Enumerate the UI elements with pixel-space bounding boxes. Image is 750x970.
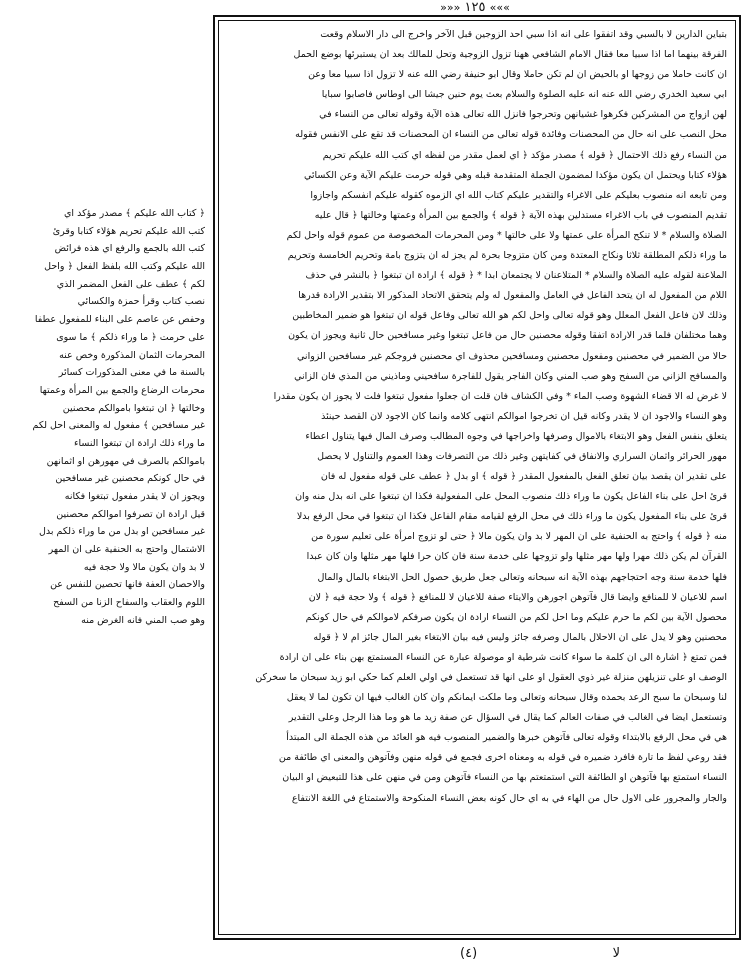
text-line: هي في محل الرفع بالابتداء وقوله تعالى فآتوهن خبرها والضمير المنصوب فيه هو العائد من هذه الجملة الى المبتدأ	[286, 732, 727, 744]
text-line: محصنين وهو لا يدل على ان الاحلال بالمال وصرفه جائز وليس فيه بيان الابتغاء بغير المال جائز ام لا ﴿ قوله	[313, 631, 727, 643]
margin-text-line: وحفص عن عاصم على البناء للمفعول عطفا	[34, 314, 205, 326]
text-line: النساء استمتع بها فآتوهن او الطائفة التي استمتعتم بها من النساء فآتوهن ومن في منهن على هذا للتبعيض او البيان	[282, 772, 727, 784]
text-line: اسم للاعيان لا للمنافع وايضا قال فآتوهن اجورهن والايتاء صفة للاعيان لا للمنافع ﴿ قوله ﴾ ولا حجة فيه ﴿ لان	[308, 591, 727, 603]
margin-text-line: نصب كتاب وقرأ حمزة والكسائي	[77, 296, 205, 308]
text-line: لا غرض له الا قضاء الشهوة وصب الماء * وفي الكشاف فان قلت ان جعلوا مفعول تبتغوا فلت لا يجوز ان يكون مقدرا	[273, 390, 727, 402]
text-line: والمسافح الزاني من السفح وهو صب المني وكان الفاجر يقول للفاجرة سافحيني وماذيني من المذي فان الزاني	[294, 370, 727, 382]
text-line: وذلك لان فاعل الفعل المعلل وهو قوله تعالى واحل لكم هو الله تعالى وفاعل قوله ان تبتغوا هو ضمير المخاطبين	[292, 310, 727, 322]
text-line: فقد روعي لفظ ما تارة فافرد ضميره في قوله به ومعناه اخرى فجمع في قوله منهن وفآتوهن والمعنى اي طائفة من	[278, 752, 727, 764]
margin-text-line: ﴿ كتاب الله عليكم ﴾ مصدر مؤكد اي	[63, 208, 205, 219]
text-line: اللام من المفعول له ان يتحد الفاعل في العامل والمفعول له ولم يتحقق الاتحاد المذكور الا بتقدير الارادة قدرها	[298, 290, 727, 302]
sheet-number: (٤)	[460, 946, 478, 961]
margin-text-line: ما وراء ذلك ارادة ان تبتغوا النساء	[74, 437, 205, 449]
text-line: فمن تمتع ﴿ اشارة الى ان كلمة ما سواء كانت شرطية او موصولة عبارة عن النساء المستمتع بهن بناء على ان ارادة	[279, 651, 727, 663]
signature-mark: لا	[612, 946, 620, 961]
text-line: بتباين الدارين لا بالسبي وقد اتفقوا على انه اذا سبي احد الزوجين قبل الآخر واخرج الى دار الاسلام وقعت	[320, 29, 727, 40]
text-line: ما وراء ذلكم المطلقة ثلاثا ونكاح المعتدة ومن كان متزوجا بحرة لم يجز له ان يتزوج بامة وتحريم الخامسة وتحريم	[287, 250, 727, 262]
text-line: والجار والمجرور على الاول حال من الهاء في به اي حال كونه بعض النساء المنكوحة والاستمتاع في اللغة الانتفاع	[291, 792, 727, 804]
text-line: محل النصب على انه حال من المحصنات وفائدة قوله تعالى من النساء ان المحصنات قد تقع على الانفس فقوله	[295, 129, 727, 141]
margin-text-line: المحرمات الثمان المذكورة وخص عنه	[59, 349, 205, 361]
text-line: من النساء رفع ذلك الاحتمال ﴿ قوله ﴾ مصدر مؤكد ﴿ اي لعمل مقدر من لفظه اي كتب الله عليكم تحريم	[322, 149, 727, 161]
margin-text-line: غير مسافحين ﴾ مفعول له والمعنى احل لكم	[32, 420, 205, 432]
text-line: وتستعمل ايضا في الغالب في صفات العالم كما يقال في السؤال عن صفة زيد ما هو وما هذا الرجل وعلى التقدير	[288, 712, 727, 724]
text-line: فلها خدمة سنة وجه احتجاجهم بهذه الآية انه سبحانه وتعالى جعل طريق حصول الحل الابتغاء بالمال والمال	[317, 571, 727, 583]
margin-commentary-text	[5, 205, 205, 630]
margin-text-line: الله عليكم وكتب الله بلفظ الفعل ﴿ واحل	[44, 261, 205, 273]
text-line: على تقدير ان يقصد بيان تعلق الفعل بالمفعول المقدر ﴿ قوله ﴾ او بدل ﴿ عطف على قوله مفعول له فان	[320, 471, 727, 483]
text-line: قرئ احل على بناء الفاعل يكون ما وراء ذلك منصوب المحل على المفعولية فكذا ان تبتغوا على انه بدل منه وان	[295, 491, 727, 503]
text-line: القرآن لم يكن ذلك مهرا ولها مهر مثلها ولو تزوجها على خدمة سنة فان كان حرا فلها مهر مثلها وان كان عبدا	[306, 551, 727, 563]
ornament-left: »»»	[489, 1, 510, 14]
margin-text-line: محرمات الرضاع والجمع بين المرأة وعمتها	[39, 384, 205, 396]
text-line: وهو النساء والاجود ان لا يقدر وكانه قيل ان تخرجوا اموالكم انتهى كلامه وانما كان الاجود لان القصد حينئذ	[321, 410, 727, 422]
page-number-header	[420, 0, 530, 16]
text-line: الوصف او على تنزيلهن منزلة غير ذوي العقول او على انها قد تستعمل في اولي العلم كما حكي ابو زيد سبحان ما سخركن	[255, 672, 727, 683]
margin-text-line: ويجوز ان لا يقدر مفعول تبتغوا فكانه	[64, 491, 205, 502]
margin-text-line: الاشتمال واحتج به الحنفية على ان المهر	[48, 544, 205, 556]
text-line: ومن تابعه انه منصوب بعليكم على الاغراء والتقدير عليكم كتاب الله اي الزموه كقوله عليكم انفسكم واجازوا	[310, 189, 727, 201]
margin-text-line: كتب الله بالجمع والرفع اي هذه فرائض	[54, 243, 205, 255]
margin-text-line: لكم ﴾ عطف على الفعل المضمر الذي	[56, 278, 205, 290]
margin-text-line: على حرمت ﴿ ما وراء ذلكم ﴾ ما سوى	[56, 331, 205, 343]
margin-text-line: لا بد وان يكون مالا ولا حجة فيه	[83, 561, 205, 573]
margin-text-line: باموالكم بالصرف في مهورهن او اثمانهن	[46, 455, 205, 467]
main-commentary-text	[227, 25, 727, 809]
text-line: الملاعنة لقوله عليه الصلاة والسلام * المتلاعنان لا يجتمعان ابدا * ﴿ قوله ﴾ ارادة ان تبتغوا ﴿ بالنشر في حذف	[305, 270, 727, 282]
text-line: الفرقة بينهما اما اذا سبيا معا فقال الامام الشافعي ههنا تزول الزوجية وتحل للمالك بعد ان يستبرئها بوضع الحمل	[293, 49, 727, 61]
margin-text-line: اللوم والعقاب والسفاح الزنا من السفح	[53, 597, 205, 609]
margin-text-line: كتب الله عليكم تحريم هؤلاء كتابا وقرئ	[52, 225, 205, 237]
text-line: محصول الآية بين لكم ما حرم عليكم وما احل لكم من النساء ارادة ان يكون صرفكم لاموالكم في حال كونكم	[305, 611, 727, 623]
margin-text-line: قيل ارادة ان تصرفوا اموالكم محصنين	[56, 508, 205, 520]
text-line: مهور الحرائر واثمان السراري والانفاق في كفايتهن وغير ذلك من التصرفات وهذا العموم والتناول لا يحصل	[317, 450, 727, 462]
text-line: ان كانت حاملا من زوجها او بالحيض ان لم تكن حاملا وقال ابو حنيفة رضي الله عنه لا تزول اذا سبيا معا وعن	[308, 69, 727, 81]
margin-text-line: غير مسافحين او بدل من ما وراء ذلكم بدل	[38, 526, 205, 538]
page-number: ١٢٥	[464, 0, 486, 15]
page-footer	[460, 944, 620, 964]
text-line: هؤلاء كتابا ويحتمل ان يكون مؤكدا لمضمون الجملة المتقدمة قبله وهي قوله حرمت عليكم الآية وعن الكسائي	[303, 169, 727, 181]
margin-text-line: والاحصان العفة فانها تحصين للنفس عن	[50, 579, 205, 591]
text-line: منه ﴿ قوله ﴾ واحتج به الحنفية على ان المهر لا بد وان يكون مالا ﴿ حتى لو تزوج امرأة على تعليم سورة من	[311, 531, 727, 543]
margin-text-line: في حال كونكم محصنين غير مسافحين	[55, 473, 205, 485]
text-line: حالا من الضمير في محصنين ومفعول محصنين ومسافحين محذوف اي محصنين فروجكم غير مسافحين الزواني	[297, 350, 727, 362]
text-line: تقديم المنصوب في باب الاغراء مستدلين بهذه الآية ﴿ قوله ﴾ والجمع بين المرأة وعمتها وخالتها ﴿ قال عليه	[314, 209, 727, 221]
text-line: الصلاة والسلام * لا تنكح المرأة على عمتها ولا على خالتها * ومن المحرمات المخصوصة من عموم قوله واحل لكم	[286, 229, 727, 241]
text-line: لهن ازواج من المشركين فكرهوا غشيانهن وتحرجوا فانزل الله تعالى هذه الآية وقوله تعالى من النساء في	[319, 109, 727, 121]
margin-text-line: وهو صب المني فانه الغرض منه	[81, 614, 205, 626]
margin-text-line: وخالتها ﴿ ان تبتغوا باموالكم محصنين	[62, 402, 205, 414]
ornament-right: «««	[440, 1, 461, 14]
text-line: يتعلق بنفس الفعل وهو الابتغاء بالاموال وصرفها واخراجها في وجوه المطالب وصرف المال فيها يتناول اعطاء	[305, 430, 727, 442]
margin-text-line: بالسنة ما في معنى المذكورات كسائر	[58, 367, 205, 379]
text-line: ابي سعيد الخدري رضي الله عنه انه عليه الصلوة والسلام بعث يوم حنين جيشا الى اوطاس فاصابوا سبايا	[321, 89, 727, 101]
text-line: قرئ على بناء المفعول يكون ما وراء ذلك في محل الرفع لقيامه مقام الفاعل فكذا ان تبتغوا في محل الرفع بدلا	[296, 511, 727, 523]
text-line: وهما مختلفان فلما قدر الارادة اتفقا وقوله محصنين حال من فاعل تبتغوا وغير مسافحين حال ثانية ويجوز ان يكون	[288, 330, 727, 342]
main-text-frame	[213, 15, 741, 940]
text-line: لنا وسبحان ما سبح الرعد بحمده وقال سبحانه وتعالى وما ملكت ايمانكم وان كان الغالب فيها ان تكون لما لا يعقل	[286, 692, 727, 704]
